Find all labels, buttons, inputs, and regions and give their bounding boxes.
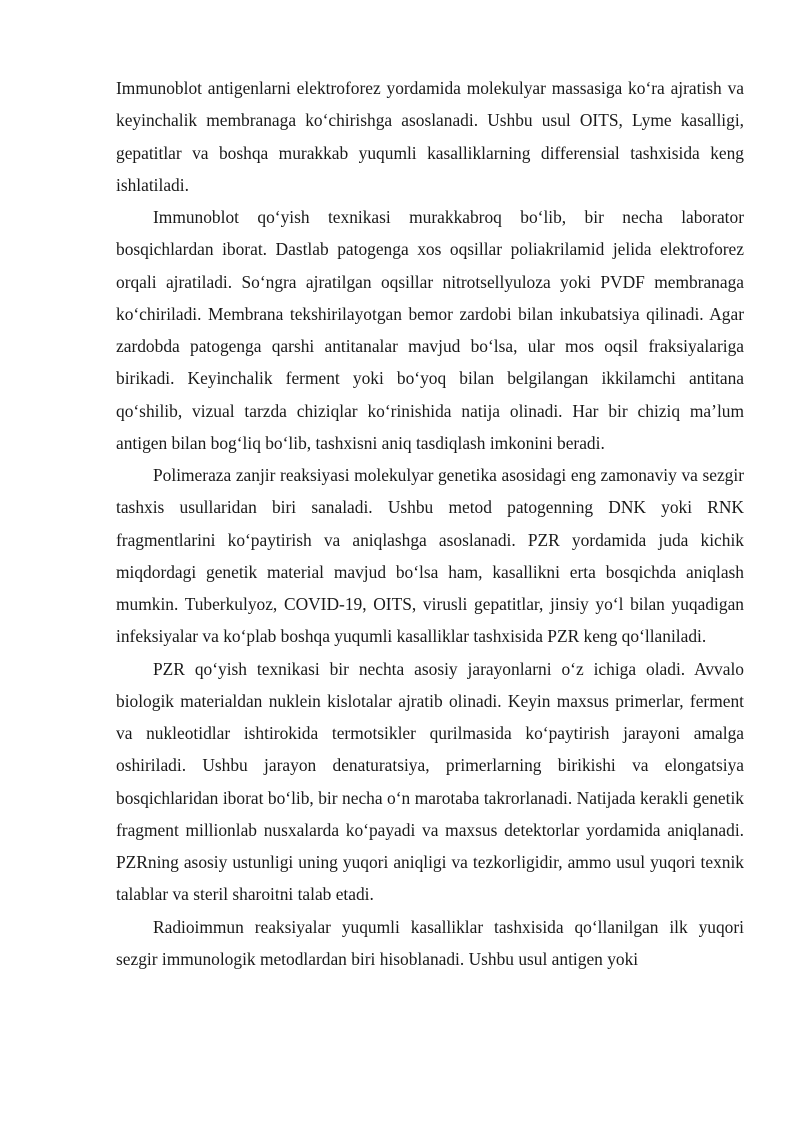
paragraph-immunoblot-intro: Immunoblot antigenlarni elektroforez yordamida molekulyar massasiga ko‘ra ajratish va keyinchalik membranaga ko‘chirishga asoslanadi. Ushbu usul OITS, Lyme kasalligi, gepatitlar va boshqa murakkab yuqumli kasalliklarning differensial tashxisida keng ishlatiladi. (116, 78, 744, 195)
paragraph-radioimmune: Radioimmun reaksiyalar yuqumli kasalliklar tashxisida qo‘llanilgan ilk yuqori sezgir immunologik metodlardan biri hisoblanadi. Ushbu usul antigen yoki (116, 916, 744, 969)
paragraph-pcr-intro: Polimeraza zanjir reaksiyasi molekulyar genetika asosidagi eng zamonaviy va sezgir tashxis usullaridan biri sanaladi. Ushbu metod patogenning DNK yoki RNK fragmentlarini ko‘paytirish va aniqlashga asoslanadi. PZR yordamida juda kichik miqdordagi genetik material mavjud bo‘lsa ham, kasallikni erta bosqichda aniqlash mumkin. Tuberkulyoz, COVID-19, OITS, virusli gepatitlar, jinsiy yo‘l bilan yuqadigan infeksiyalar va ko‘plab boshqa yuqumli kasalliklar tashxisida PZR keng qo‘llaniladi. (116, 465, 744, 647)
document-body (116, 72, 744, 975)
paragraph-pcr-technique: PZR qo‘yish texnikasi bir nechta asosiy jarayonlarni o‘z ichiga oladi. Avvalo biologik materialdan nuklein kislotalar ajratib olinadi. Keyin maxsus primerlar, ferment va nukleotidlar ishtirokida termotsikler qurilmasida ko‘paytirish jarayoni amalga oshiriladi. Ushbu jarayon denaturatsiya, primerlarning birikishi va elongatsiya bosqichlaridan iborat bo‘lib, bir necha o‘n marotaba takrorlanadi. Natijada kerakli genetik fragment millionlab nusxalarda ko‘payadi va maxsus detektorlar yordamida aniqlanadi. PZRning asosiy ustunligi uning yuqori aniqligi va tezkorligidir, ammo usul yuqori texnik talablar va steril sharoitni talab etadi. (116, 658, 744, 905)
paragraph-immunoblot-technique: Immunoblot qo‘yish texnikasi murakkabroq bo‘lib, bir necha laborator bosqichlardan iborat. Dastlab patogenga xos oqsillar poliakrilamid jelida elektroforez orqali ajratiladi. So‘ngra ajratilgan oqsillar nitrotsellyuloza yoki PVDF membranaga ko‘chiriladi. Membrana tekshirilayotgan bemor zardobi bilan inkubatsiya qilinadi. Agar zardobda patogenga qarshi antitanalar mavjud bo‘lsa, ular mos oqsil fraksiyalariga birikadi. Keyinchalik ferment yoki bo‘yoq bilan belgilangan ikkilamchi antitana qo‘shilib, vizual tarzda chiziqlar ko‘rinishida natija olinadi. Har bir chiziq ma’lum antigen bilan bog‘liq bo‘lib, tashxisni aniq tasdiqlash imkonini beradi. (116, 207, 744, 453)
